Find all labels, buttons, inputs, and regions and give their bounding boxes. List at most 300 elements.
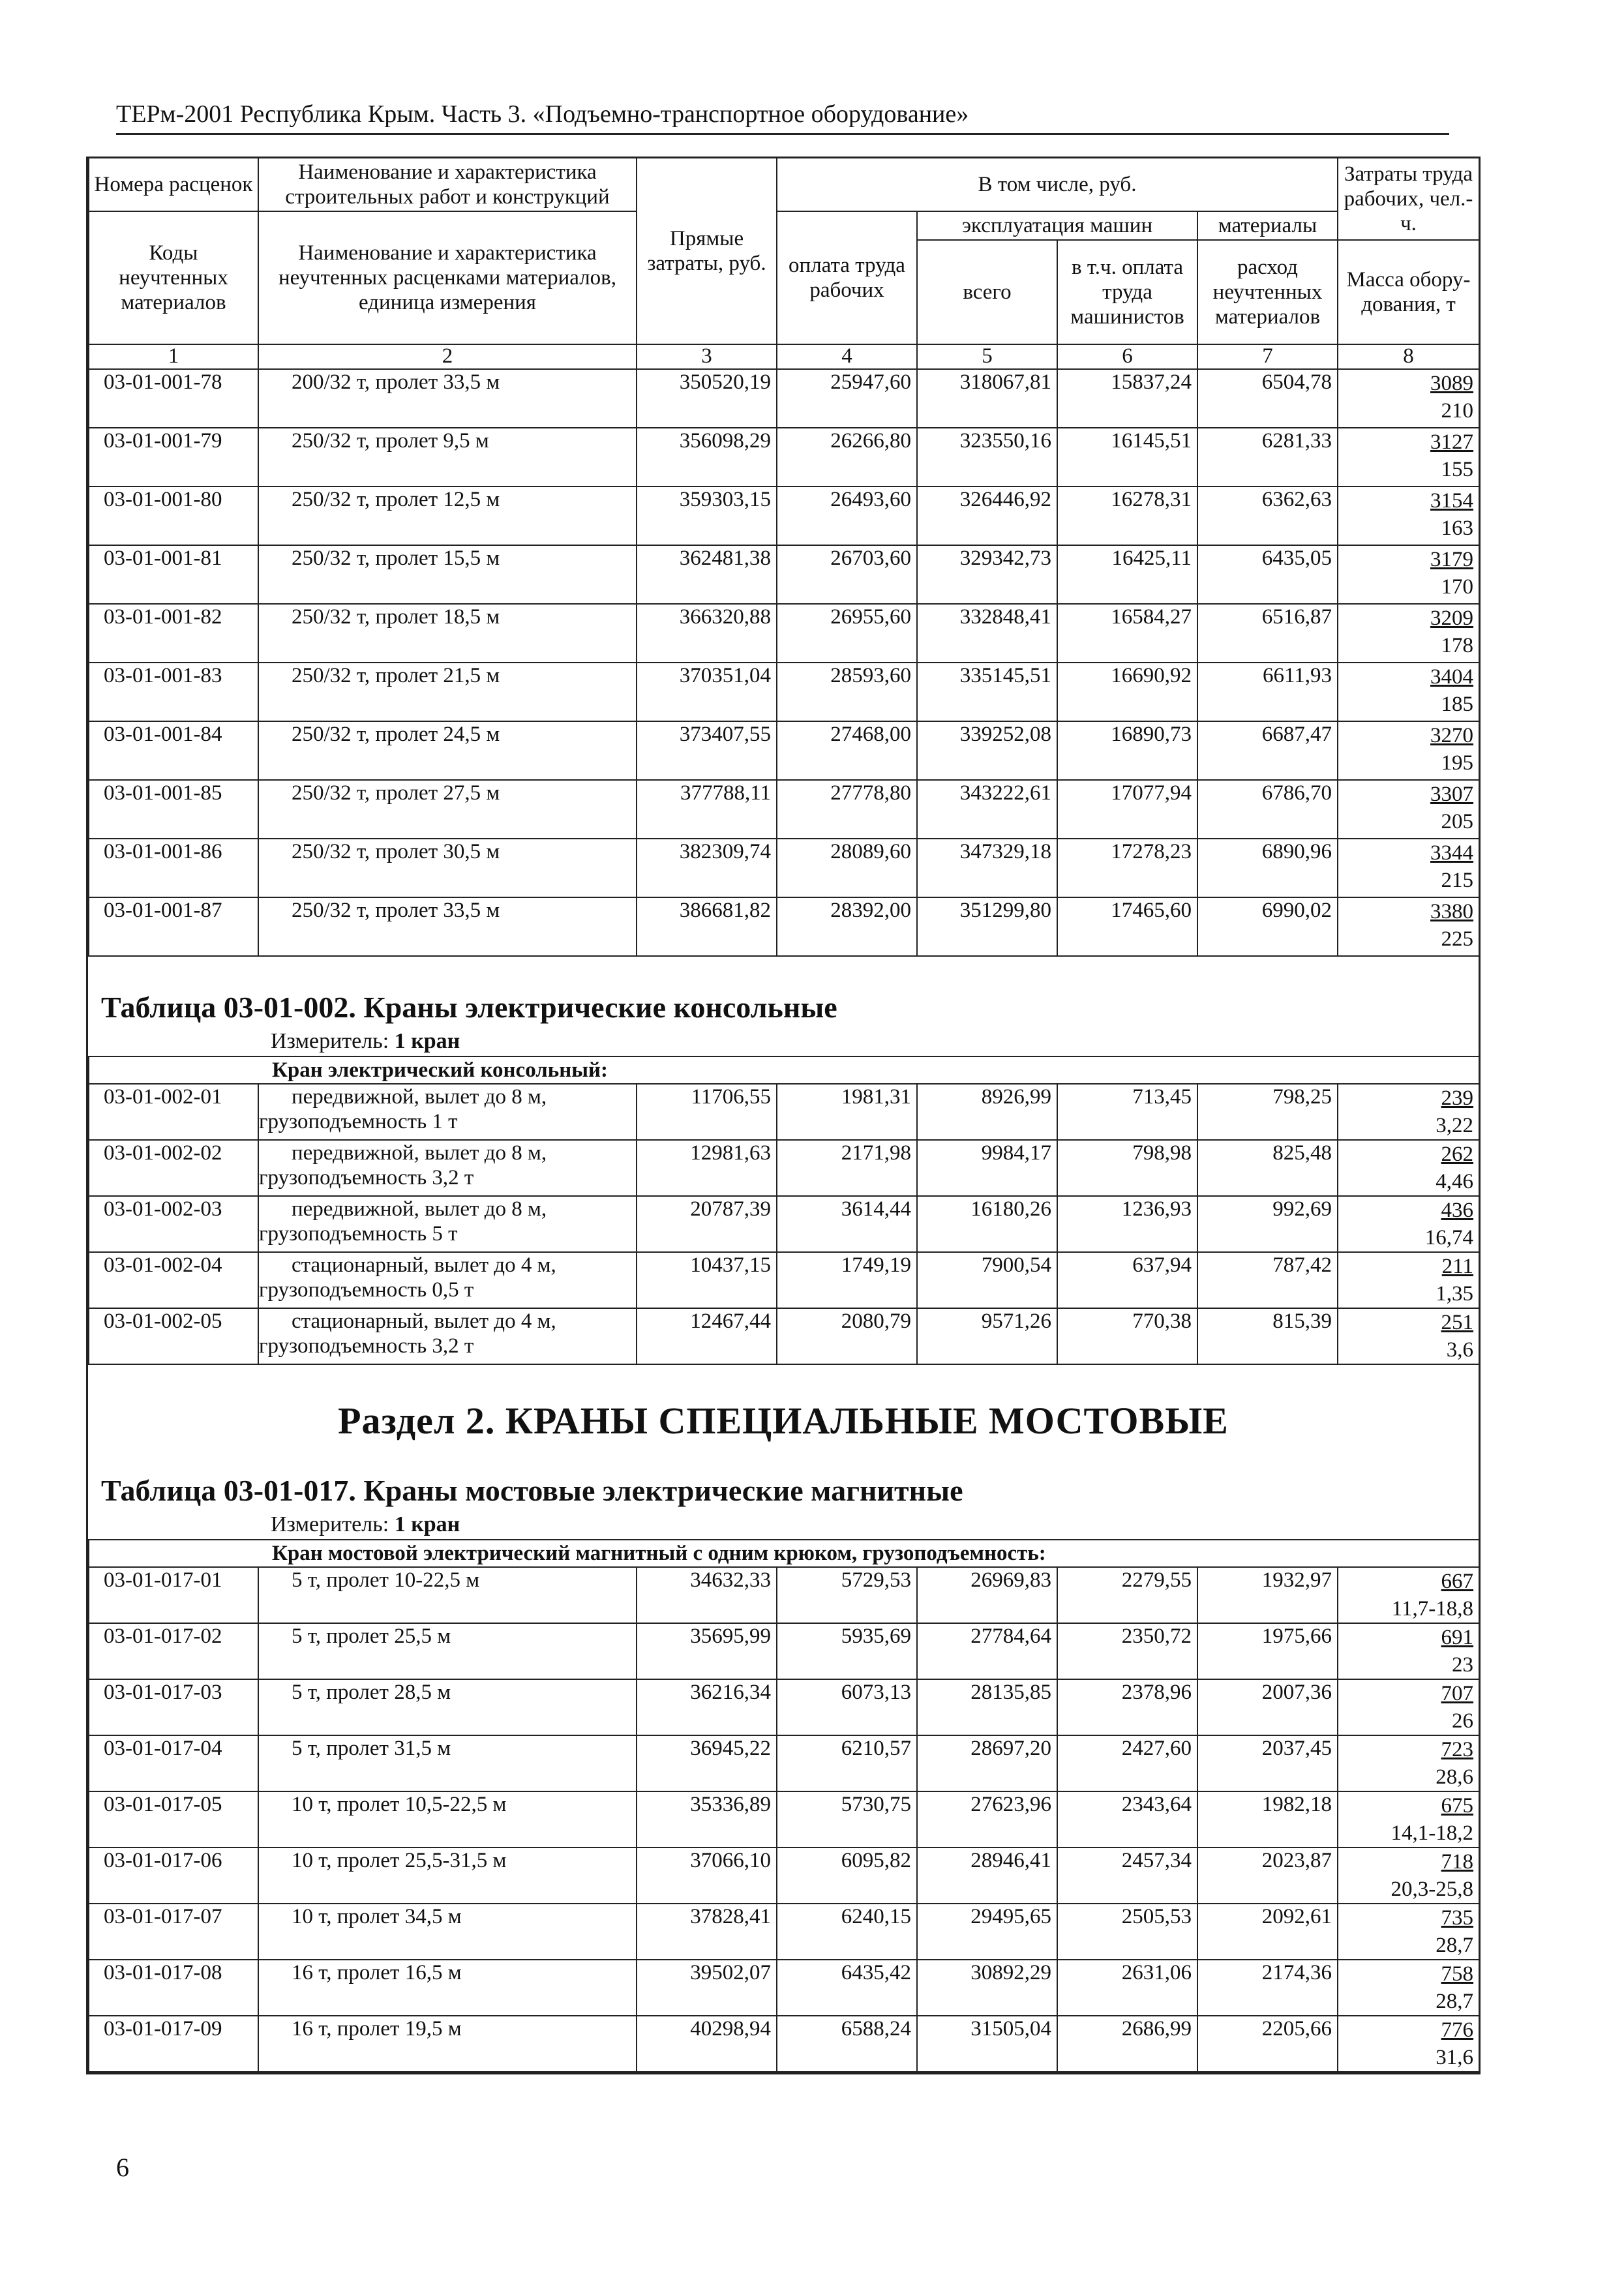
- operator-wages: 2457,34: [1057, 1848, 1197, 1904]
- col-header-rate-numbers: Номера расценок: [89, 158, 258, 212]
- labor-hours: 723: [1441, 1738, 1474, 1761]
- labor-and-mass: [1338, 2016, 1479, 2072]
- labor-hours: 3209: [1430, 606, 1474, 630]
- measure-value: 1 кран: [394, 1029, 460, 1053]
- direct-costs: 37066,10: [637, 1848, 777, 1904]
- worker-wages: 6210,57: [777, 1735, 917, 1791]
- materials-cost: 1932,97: [1197, 1567, 1338, 1623]
- table-row: [89, 663, 1479, 721]
- col-header-including: В том числе, руб.: [777, 158, 1338, 212]
- materials-cost: 2037,45: [1197, 1735, 1338, 1791]
- direct-costs: 34632,33: [637, 1567, 777, 1623]
- measure-value: 1 кран: [394, 1512, 460, 1536]
- labor-hours: 675: [1441, 1794, 1474, 1818]
- rate-name: 250/32 т, пролет 15,5 м: [258, 545, 637, 604]
- equipment-mass: 178: [1441, 634, 1474, 657]
- machines-total: 28697,20: [917, 1735, 1057, 1791]
- labor-and-mass: [1338, 1904, 1479, 1960]
- rate-name-line: стационарный, вылет до 4 м,: [292, 1253, 556, 1277]
- table-row: [89, 897, 1479, 956]
- operator-wages: 1236,93: [1057, 1196, 1197, 1252]
- operator-wages: 2631,06: [1057, 1960, 1197, 2016]
- labor-hours: 3270: [1430, 724, 1474, 747]
- labor-hours: 3404: [1430, 665, 1474, 689]
- materials-cost: 6890,96: [1197, 839, 1338, 897]
- col-number: 5: [917, 344, 1057, 369]
- operator-wages: 17278,23: [1057, 839, 1197, 897]
- operator-wages: 17465,60: [1057, 897, 1197, 956]
- materials-cost: 2023,87: [1197, 1848, 1338, 1904]
- direct-costs: 20787,39: [637, 1196, 777, 1252]
- col-number: 3: [637, 344, 777, 369]
- direct-costs: 382309,74: [637, 839, 777, 897]
- rate-name: [258, 1196, 637, 1252]
- rates-table: [88, 157, 1480, 957]
- worker-wages: 6435,42: [777, 1960, 917, 2016]
- rates-document: [86, 157, 1481, 2074]
- page-number: 6: [116, 2153, 129, 2182]
- equipment-mass: 205: [1441, 810, 1474, 833]
- equipment-mass: 31,6: [1436, 2046, 1474, 2069]
- labor-hours: 251: [1441, 1311, 1474, 1334]
- operator-wages: 2427,60: [1057, 1735, 1197, 1791]
- rate-name: 5 т, пролет 28,5 м: [258, 1679, 637, 1735]
- rate-name-line: передвижной, вылет до 8 м,: [292, 1085, 547, 1109]
- measure-label: Измеритель:: [271, 1512, 389, 1536]
- machines-total: 8926,99: [917, 1084, 1057, 1140]
- rate-name: 200/32 т, пролет 33,5 м: [258, 369, 637, 428]
- table-row: [89, 1140, 1479, 1196]
- rate-code: 03-01-002-02: [89, 1140, 258, 1196]
- operator-wages: 2343,64: [1057, 1791, 1197, 1848]
- rate-name: 10 т, пролет 25,5-31,5 м: [258, 1848, 637, 1904]
- col-header-machines-total: всего: [917, 240, 1057, 344]
- worker-wages: 3614,44: [777, 1196, 917, 1252]
- operator-wages: 16890,73: [1057, 721, 1197, 780]
- labor-and-mass: [1338, 369, 1479, 428]
- rate-code: 03-01-017-04: [89, 1735, 258, 1791]
- operator-wages: 16425,11: [1057, 545, 1197, 604]
- materials-cost: 6786,70: [1197, 780, 1338, 839]
- labor-and-mass: [1338, 839, 1479, 897]
- table-row: [89, 604, 1479, 663]
- labor-and-mass: [1338, 1196, 1479, 1252]
- operator-wages: 2686,99: [1057, 2016, 1197, 2072]
- rate-code: 03-01-001-78: [89, 369, 258, 428]
- direct-costs: 356098,29: [637, 428, 777, 486]
- labor-hours: 667: [1441, 1570, 1474, 1593]
- rate-code: 03-01-002-04: [89, 1252, 258, 1308]
- direct-costs: 11706,55: [637, 1084, 777, 1140]
- table-row: [89, 1904, 1479, 1960]
- rate-name-line: грузоподъемность 3,2 т: [259, 1334, 474, 1358]
- rate-code: 03-01-001-84: [89, 721, 258, 780]
- equipment-mass: 3,6: [1446, 1338, 1474, 1362]
- direct-costs: 12981,63: [637, 1140, 777, 1196]
- labor-and-mass: [1338, 1791, 1479, 1848]
- machines-total: 30892,29: [917, 1960, 1057, 2016]
- table-row: [89, 428, 1479, 486]
- rate-name: 5 т, пролет 31,5 м: [258, 1735, 637, 1791]
- rate-code: 03-01-001-87: [89, 897, 258, 956]
- materials-cost: 825,48: [1197, 1140, 1338, 1196]
- direct-costs: 366320,88: [637, 604, 777, 663]
- machines-total: 329342,73: [917, 545, 1057, 604]
- rate-name: [258, 1140, 637, 1196]
- direct-costs: 350520,19: [637, 369, 777, 428]
- direct-costs: 35695,99: [637, 1623, 777, 1679]
- rate-code: 03-01-001-81: [89, 545, 258, 604]
- equipment-mass: 16,74: [1424, 1226, 1474, 1249]
- rate-name: [258, 1308, 637, 1364]
- machines-total: 335145,51: [917, 663, 1057, 721]
- equipment-mass: 210: [1441, 399, 1474, 423]
- labor-hours: 707: [1441, 1682, 1474, 1705]
- rate-name: 5 т, пролет 25,5 м: [258, 1623, 637, 1679]
- table-row: [89, 545, 1479, 604]
- col-number: 6: [1057, 344, 1197, 369]
- rate-code: 03-01-017-02: [89, 1623, 258, 1679]
- materials-cost: 2007,36: [1197, 1679, 1338, 1735]
- machines-total: 318067,81: [917, 369, 1057, 428]
- labor-hours: 436: [1441, 1199, 1474, 1222]
- col-header-machine-operation: эксплуатация машин: [917, 211, 1197, 240]
- rate-name: 250/32 т, пролет 12,5 м: [258, 486, 637, 545]
- table-row: [89, 839, 1479, 897]
- table-row: [89, 1252, 1479, 1308]
- equipment-mass: 4,46: [1436, 1170, 1474, 1193]
- equipment-mass: 28,7: [1436, 1934, 1474, 1957]
- direct-costs: 386681,82: [637, 897, 777, 956]
- direct-costs: 39502,07: [637, 1960, 777, 2016]
- rate-name: [258, 1252, 637, 1308]
- rate-name-line: грузоподъемность 0,5 т: [259, 1278, 474, 1302]
- direct-costs: 377788,11: [637, 780, 777, 839]
- rate-name: 10 т, пролет 34,5 м: [258, 1904, 637, 1960]
- labor-and-mass: [1338, 1735, 1479, 1791]
- labor-hours: 211: [1441, 1255, 1474, 1278]
- table-002-body: [89, 1056, 1479, 1364]
- worker-wages: 26703,60: [777, 545, 917, 604]
- labor-and-mass: [1338, 428, 1479, 486]
- materials-cost: 1975,66: [1197, 1623, 1338, 1679]
- rate-name-line: грузоподъемность 1 т: [259, 1110, 458, 1133]
- rate-name-line: передвижной, вылет до 8 м,: [292, 1197, 547, 1221]
- table-row: [89, 1196, 1479, 1252]
- table-row: [89, 2016, 1479, 2072]
- materials-cost: 6504,78: [1197, 369, 1338, 428]
- machines-total: 31505,04: [917, 2016, 1057, 2072]
- group-heading: Кран мостовой электрический магнитный с одним крюком, грузоподъемность:: [89, 1540, 1479, 1567]
- materials-cost: 2092,61: [1197, 1904, 1338, 1960]
- operator-wages: 770,38: [1057, 1308, 1197, 1364]
- equipment-mass: 195: [1441, 751, 1474, 775]
- worker-wages: 6095,82: [777, 1848, 917, 1904]
- labor-hours: 3127: [1430, 430, 1474, 454]
- labor-hours: 3380: [1430, 900, 1474, 923]
- equipment-mass: 185: [1441, 693, 1474, 716]
- operator-wages: 15837,24: [1057, 369, 1197, 428]
- rate-code: 03-01-001-80: [89, 486, 258, 545]
- equipment-mass: 23: [1452, 1653, 1474, 1677]
- col-number: 8: [1338, 344, 1479, 369]
- rate-code: 03-01-001-85: [89, 780, 258, 839]
- equipment-mass: 3,22: [1436, 1114, 1474, 1137]
- labor-and-mass: [1338, 1140, 1479, 1196]
- rate-name: 250/32 т, пролет 27,5 м: [258, 780, 637, 839]
- col-header-work-name: Наименование и характеристика строительных работ и конструкций: [258, 158, 637, 212]
- labor-and-mass: [1338, 545, 1479, 604]
- rate-code: 03-01-001-79: [89, 428, 258, 486]
- machines-total: 9984,17: [917, 1140, 1057, 1196]
- direct-costs: 35336,89: [637, 1791, 777, 1848]
- materials-cost: 798,25: [1197, 1084, 1338, 1140]
- col-header-material-codes: Коды неучтенных материалов: [89, 211, 258, 344]
- rate-code: 03-01-017-09: [89, 2016, 258, 2072]
- direct-costs: 359303,15: [637, 486, 777, 545]
- worker-wages: 26266,80: [777, 428, 917, 486]
- measure-label: Измеритель:: [271, 1029, 389, 1053]
- machines-total: 27623,96: [917, 1791, 1057, 1848]
- labor-and-mass: [1338, 1252, 1479, 1308]
- group-heading: Кран электрический консольный:: [89, 1056, 1479, 1084]
- machines-total: 29495,65: [917, 1904, 1057, 1960]
- table-row: [89, 1567, 1479, 1623]
- equipment-mass: 170: [1441, 575, 1474, 599]
- col-header-worker-wages: оплата труда рабочих: [777, 211, 917, 344]
- materials-cost: 6990,02: [1197, 897, 1338, 956]
- machines-total: 27784,64: [917, 1623, 1057, 1679]
- rate-name-line: грузоподъемность 3,2 т: [259, 1166, 474, 1189]
- equipment-mass: 225: [1441, 927, 1474, 951]
- rate-name-line: стационарный, вылет до 4 м,: [292, 1309, 556, 1333]
- labor-hours: 3344: [1430, 841, 1474, 865]
- measure-unit: [88, 1027, 1479, 1056]
- operator-wages: 16145,51: [1057, 428, 1197, 486]
- direct-costs: 40298,94: [637, 2016, 777, 2072]
- col-number: 2: [258, 344, 637, 369]
- rate-name: 10 т, пролет 10,5-22,5 м: [258, 1791, 637, 1848]
- operator-wages: 2350,72: [1057, 1623, 1197, 1679]
- rate-name: 250/32 т, пролет 9,5 м: [258, 428, 637, 486]
- equipment-mass: 215: [1441, 869, 1474, 892]
- machines-total: 339252,08: [917, 721, 1057, 780]
- rate-name: 16 т, пролет 19,5 м: [258, 2016, 637, 2072]
- table-row: [89, 486, 1479, 545]
- worker-wages: 26493,60: [777, 486, 917, 545]
- col-number: 7: [1197, 344, 1338, 369]
- operator-wages: 16690,92: [1057, 663, 1197, 721]
- materials-cost: 992,69: [1197, 1196, 1338, 1252]
- machines-total: 326446,92: [917, 486, 1057, 545]
- col-number: 4: [777, 344, 917, 369]
- table-row: [89, 721, 1479, 780]
- table-title: Таблица 03-01-002. Краны электрические консольные: [101, 991, 837, 1024]
- materials-cost: 6687,47: [1197, 721, 1338, 780]
- rate-code: 03-01-001-82: [89, 604, 258, 663]
- rate-name: 250/32 т, пролет 33,5 м: [258, 897, 637, 956]
- direct-costs: 370351,04: [637, 663, 777, 721]
- worker-wages: 1981,31: [777, 1084, 917, 1140]
- labor-and-mass: [1338, 780, 1479, 839]
- labor-and-mass: [1338, 604, 1479, 663]
- labor-hours: 3307: [1430, 783, 1474, 806]
- table-row: [89, 1308, 1479, 1364]
- worker-wages: 25947,60: [777, 369, 917, 428]
- rate-code: 03-01-001-86: [89, 839, 258, 897]
- direct-costs: 12467,44: [637, 1308, 777, 1364]
- labor-hours: 758: [1441, 1962, 1474, 1986]
- measure-unit: [88, 1510, 1479, 1539]
- operator-wages: 2378,96: [1057, 1679, 1197, 1735]
- table-row: [89, 1084, 1479, 1140]
- rate-code: 03-01-017-05: [89, 1791, 258, 1848]
- machines-total: 28135,85: [917, 1679, 1057, 1735]
- labor-and-mass: [1338, 663, 1479, 721]
- materials-cost: 2205,66: [1197, 2016, 1338, 2072]
- equipment-mass: 28,7: [1436, 1990, 1474, 2013]
- labor-and-mass: [1338, 1679, 1479, 1735]
- equipment-mass: 1,35: [1436, 1282, 1474, 1306]
- worker-wages: 1749,19: [777, 1252, 917, 1308]
- direct-costs: 36216,34: [637, 1679, 777, 1735]
- rate-name: 250/32 т, пролет 30,5 м: [258, 839, 637, 897]
- direct-costs: 362481,38: [637, 545, 777, 604]
- worker-wages: 28593,60: [777, 663, 917, 721]
- equipment-mass: 28,6: [1436, 1765, 1474, 1789]
- equipment-mass: 11,7-18,8: [1391, 1597, 1474, 1621]
- worker-wages: 28089,60: [777, 839, 917, 897]
- rate-name-line: грузоподъемность 5 т: [259, 1222, 458, 1246]
- machines-total: 26969,83: [917, 1567, 1057, 1623]
- machines-total: 347329,18: [917, 839, 1057, 897]
- table-row: [89, 1791, 1479, 1848]
- machines-total: 332848,41: [917, 604, 1057, 663]
- materials-cost: 2174,36: [1197, 1960, 1338, 2016]
- labor-and-mass: [1338, 721, 1479, 780]
- operator-wages: 798,98: [1057, 1140, 1197, 1196]
- materials-cost: 6611,93: [1197, 663, 1338, 721]
- worker-wages: 2171,98: [777, 1140, 917, 1196]
- machines-total: 16180,26: [917, 1196, 1057, 1252]
- rate-code: 03-01-017-07: [89, 1904, 258, 1960]
- rate-code: 03-01-017-01: [89, 1567, 258, 1623]
- labor-and-mass: [1338, 1623, 1479, 1679]
- labor-and-mass: [1338, 1084, 1479, 1140]
- col-header-equipment-mass: Масса обору-дования, т: [1338, 240, 1479, 344]
- rate-code: 03-01-001-83: [89, 663, 258, 721]
- labor-and-mass: [1338, 1308, 1479, 1364]
- rate-code: 03-01-002-03: [89, 1196, 258, 1252]
- labor-and-mass: [1338, 1960, 1479, 2016]
- machines-total: 9571,26: [917, 1308, 1057, 1364]
- direct-costs: 37828,41: [637, 1904, 777, 1960]
- col-header-labor-costs: Затраты труда рабочих, чел.-ч.: [1338, 158, 1479, 241]
- labor-and-mass: [1338, 486, 1479, 545]
- machines-total: 7900,54: [917, 1252, 1057, 1308]
- materials-cost: 6362,63: [1197, 486, 1338, 545]
- labor-and-mass: [1338, 897, 1479, 956]
- labor-hours: 3089: [1430, 372, 1474, 395]
- col-header-operator-wages: в т.ч. оплата труда машинистов: [1057, 240, 1197, 344]
- labor-hours: 3179: [1430, 548, 1474, 571]
- rate-code: 03-01-017-06: [89, 1848, 258, 1904]
- table-001-body: [89, 369, 1479, 956]
- machines-total: 343222,61: [917, 780, 1057, 839]
- worker-wages: 27468,00: [777, 721, 917, 780]
- materials-cost: 1982,18: [1197, 1791, 1338, 1848]
- materials-cost: 787,42: [1197, 1252, 1338, 1308]
- operator-wages: 16584,27: [1057, 604, 1197, 663]
- col-header-materials: материалы: [1197, 211, 1338, 240]
- direct-costs: 36945,22: [637, 1735, 777, 1791]
- materials-cost: 6281,33: [1197, 428, 1338, 486]
- table-row: [89, 1623, 1479, 1679]
- worker-wages: 6588,24: [777, 2016, 917, 2072]
- rate-code: 03-01-017-08: [89, 1960, 258, 2016]
- page-header: ТЕРм-2001 Республика Крым. Часть 3. «Подъемно-транспортное оборудование»: [116, 98, 1449, 135]
- operator-wages: 16278,31: [1057, 486, 1197, 545]
- equipment-mass: 163: [1441, 516, 1474, 540]
- worker-wages: 5730,75: [777, 1791, 917, 1848]
- labor-hours: 691: [1441, 1626, 1474, 1649]
- materials-cost: 815,39: [1197, 1308, 1338, 1364]
- rate-name: 250/32 т, пролет 18,5 м: [258, 604, 637, 663]
- table-row: [89, 1735, 1479, 1791]
- rate-name: 16 т, пролет 16,5 м: [258, 1960, 637, 2016]
- operator-wages: 17077,94: [1057, 780, 1197, 839]
- rate-name: 250/32 т, пролет 21,5 м: [258, 663, 637, 721]
- table-row: [89, 1848, 1479, 1904]
- worker-wages: 28392,00: [777, 897, 917, 956]
- worker-wages: 2080,79: [777, 1308, 917, 1364]
- table-row: [89, 1679, 1479, 1735]
- table-row: [89, 369, 1479, 428]
- table-017-body: [89, 1540, 1479, 2072]
- col-header-direct-costs: Прямые затраты, руб.: [637, 158, 777, 345]
- equipment-mass: 155: [1441, 458, 1474, 481]
- rates-table-002: [88, 1056, 1480, 1365]
- operator-wages: 2279,55: [1057, 1567, 1197, 1623]
- table-row: [89, 780, 1479, 839]
- section-title: Раздел 2. КРАНЫ СПЕЦИАЛЬНЫЕ МОСТОВЫЕ: [338, 1399, 1229, 1442]
- spacer: [88, 1365, 1479, 1399]
- spacer: [88, 957, 1479, 988]
- rate-name-line: передвижной, вылет до 8 м,: [292, 1141, 547, 1165]
- worker-wages: 27778,80: [777, 780, 917, 839]
- equipment-mass: 20,3-25,8: [1391, 1878, 1474, 1901]
- worker-wages: 5935,69: [777, 1623, 917, 1679]
- labor-hours: 3154: [1430, 489, 1474, 513]
- materials-cost: 6516,87: [1197, 604, 1338, 663]
- rates-table-017: [88, 1539, 1480, 2072]
- table-title: Таблица 03-01-017. Краны мостовые электрические магнитные: [101, 1474, 963, 1507]
- operator-wages: 637,94: [1057, 1252, 1197, 1308]
- materials-cost: 6435,05: [1197, 545, 1338, 604]
- col-header-unaccounted-materials: расход неучтенных материалов: [1197, 240, 1338, 344]
- direct-costs: 10437,15: [637, 1252, 777, 1308]
- rate-code: 03-01-002-01: [89, 1084, 258, 1140]
- spacer: [88, 1443, 1479, 1471]
- operator-wages: 713,45: [1057, 1084, 1197, 1140]
- machines-total: 351299,80: [917, 897, 1057, 956]
- worker-wages: 6073,13: [777, 1679, 917, 1735]
- labor-hours: 262: [1441, 1143, 1474, 1166]
- rate-name: 5 т, пролет 10-22,5 м: [258, 1567, 637, 1623]
- equipment-mass: 14,1-18,2: [1391, 1821, 1474, 1845]
- labor-hours: 776: [1441, 2018, 1474, 2042]
- machines-total: 323550,16: [917, 428, 1057, 486]
